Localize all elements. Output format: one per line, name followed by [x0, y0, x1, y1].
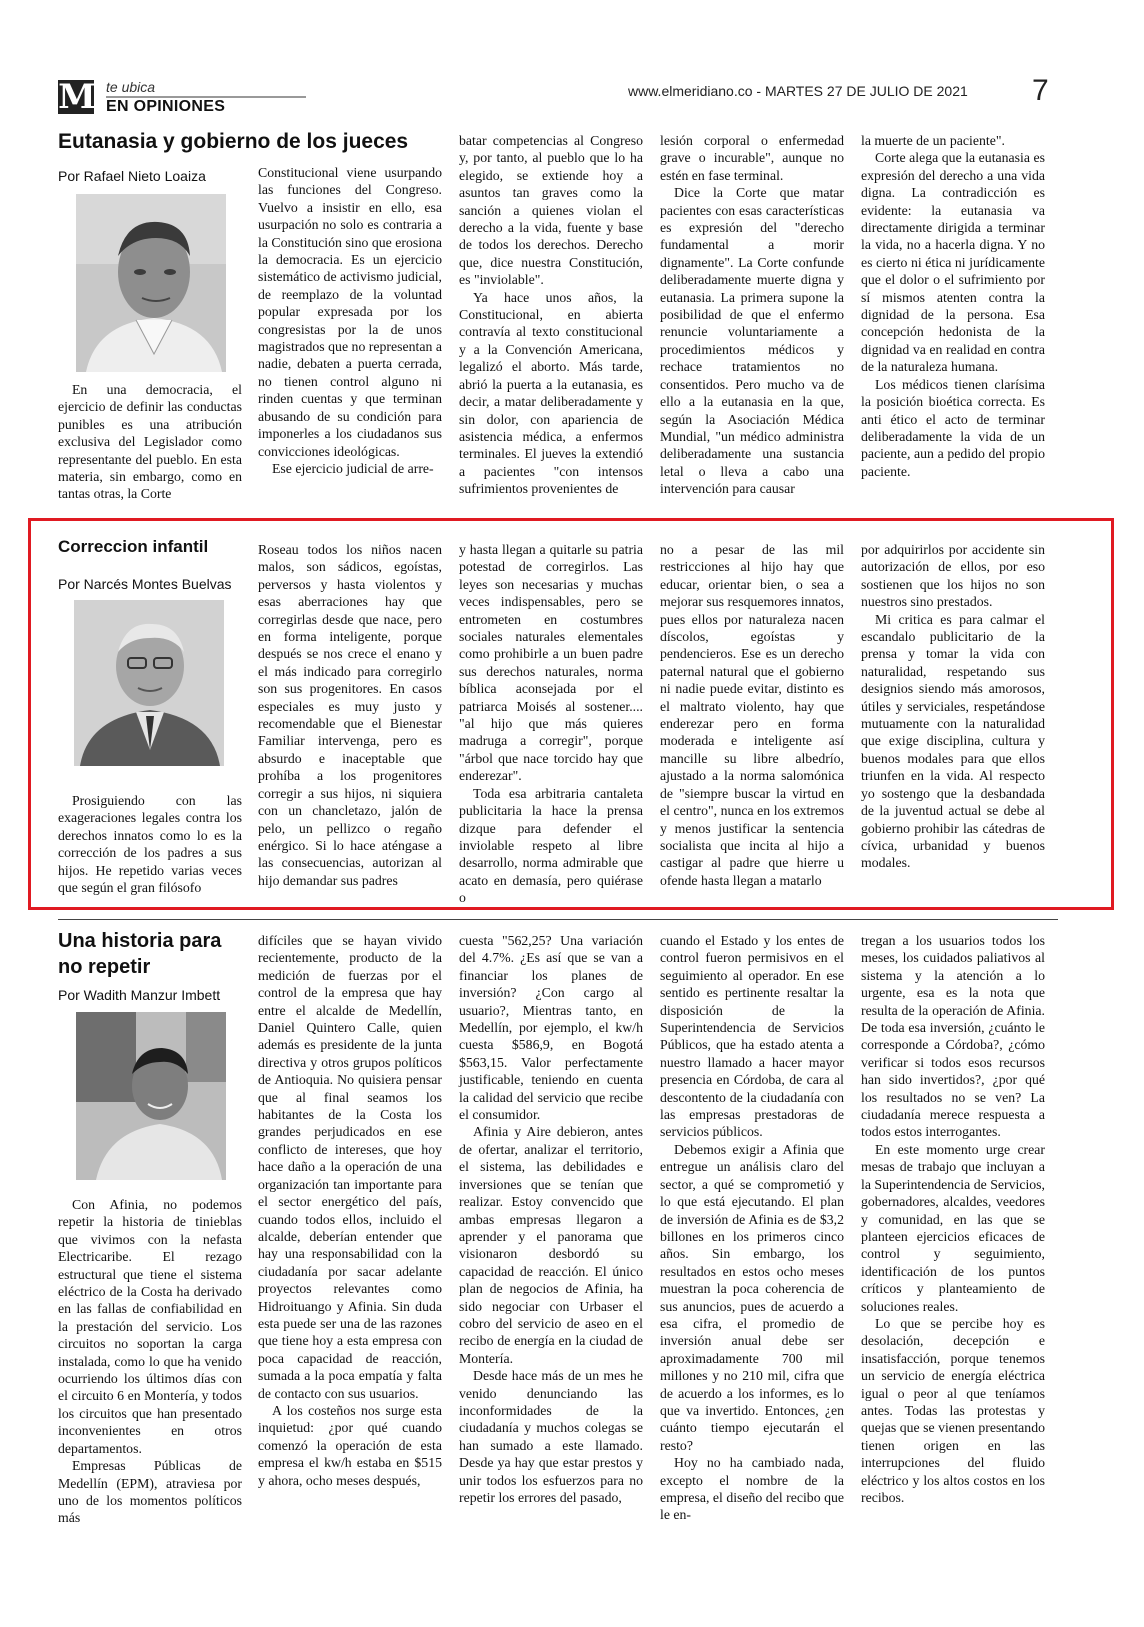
article3-title-line-1: Una historia para	[58, 930, 222, 952]
author-photo-rafael	[76, 194, 226, 372]
article1-column-3: batar competencias al Congreso y, por tanto, al pueblo que lo ha elegido, se extiende hoy a asuntos tan graves como la sanción a quienes violan el derecho a la vida, fuente y base de todos los derechos. Derecho que, dice nuestra Constitución, es "inviolable". Ya hace unos años, la Constitucional, en abierta contravía al texto constitucional y a la Convención Americana, legalizó el aborto. Más tarde, abrió la puerta a la eutanasia, es decir, a matar deliberadamente y sin dolor, con apariencia de asistencia médica, a enfermos terminales. El jueves la extendió a pacientes "con intensos sufrimientos provenientes de	[459, 133, 643, 497]
section-kicker: te ubica	[106, 79, 156, 95]
section-title: EN OPINIONES	[106, 98, 226, 115]
article3-column-1: Con Afinia, no podemos repetir la historia de tinieblas que vivimos con la nefasta Electricaribe. El rezago estructural que tiene el sistema eléctrico de la Costa ha derivado en las fallas de confiabilidad en la prestación del servicio. Los circuitos no soportan la carga instalada, como lo que ha venido ocurriendo los últimos días con el circuito 6 en Montería, y todos los circuitos que han presentado inconvenientes en otros departamentos. Empresas Públicas de Medellín (EPM), atraviesa por uno de los momentos políticos más	[58, 1197, 242, 1526]
article2-title: Correccion infantil	[58, 537, 209, 556]
author-photo-wadith	[76, 1012, 226, 1180]
article2-column-5: por adquirirlos por accidente sin autorización de ellos, por eso sostienen que los hijos no son nuestros sino prestados. Mi critica es para calmar el escandalo publicitario de la prensa y tomar la vida con naturalidad, respetando sus designios siendo más amorosos, útiles y serviciales, respetándose mutuamente con la naturalidad que exige disciplina, cultura y buenos modales para que ellos triunfen en la vida. Al respecto yo sostengo que la desbandada de la juventud actual se debe al gobierno prohibir las cátedras de cívica, urbanidad y buenos modales.	[861, 542, 1045, 871]
article3-column-3: cuesta "562,25? Una variación del 4.7%. ¿Es así que se van a financiar los planes de inversión? ¿Con cargo al usuario?, Mientras tanto, en Medellín, por ejemplo, el kw/h cuesta $586,9, en Bogotá $563,15. Valor perfectamente justificable, teniendo en cuenta la calidad del servicio que recibe el consumidor. Afinia y Aire debieron, antes de ofertar, analizar el territorio, el sistema, las debilidades e inversiones que se tenían que realizar. Estoy convencido que ambas empresas llegaron a aprender y el panorama que visionaron desbordó su capacidad de reacción. El único plan de negocios de Afinia, ha sido negociar con Urbaser el cobro del servicio de aseo en el recibo de energía en la ciudad de Montería. Desde hace más de un mes he venido denunciando las inconformidades de la ciudadanía y muchos colegas se han sumado a este llamado. Desde ya hay que estar prestos y unir todos los esfuerzos para no repetir los errores del pasado,	[459, 933, 643, 1505]
article1-column-2: Constitucional viene usurpando las funciones del Congreso. Vuelvo a insistir en ello, esa usurpación no solo es contraria a la Constitución sino que erosiona la democracia. Es un ejercicio sistemático de activismo judicial, de reemplazo de la voluntad popular expresada por los congresistas por la de unos magistrados que no representan a nadie, debaten a puerta cerrada, no tienen control alguno ni rinden cuentas y que terminan abusando de su condición para imponerles a los ciudadanos sus convicciones ideológicas. Ese ejercicio judicial de arre-	[258, 165, 442, 476]
article3-column-2: difíciles que se hayan vivido recientemente, producto de la medición de fuerzas por el control de la empresa que hay entre el alcalde de Medellín, Daniel Quintero Calle, quien además es presidente de la junta directiva y otros grupos políticos de Antioquia. No quisiera pensar que al final seamos los habitantes de la Costa los grandes perjudicados en ese conflicto de intereses, que hoy hace daño a la operación de una organización tan importante para el sector energético del país, cuando todos ellos, incluido el alcalde, deberían entender que hay una responsabilidad con la ciudadanía por sacar adelante proyectos relevantes como Hidroituango y Afinia. Sin duda esta puede ser una de las razones que tiene hoy a esta empresa con poca capacidad de reacción, sumada a la poca empatía y falta de contacto con sus usuarios. A los costeños nos surge esta inquietud: ¿por qué cuando comenzó la operación de esta empresa el kw/h estaba en $515 y ahora, ocho meses después,	[258, 933, 442, 1488]
article1-title: Eutanasia y gobierno de los jueces	[58, 130, 409, 153]
article3-column-4: cuando el Estado y los entes de control fueron permisivos en el seguimiento al operador. En ese sentido es pertinente resaltar la disposición de la Superintendencia de Servicios Públicos, que ha estado atenta a nuestro llamado a hacer mayor presencia en Córdoba, de cara al descontento de la ciudadanía con las empresas prestadoras de servicios públicos. Debemos exigir a Afinia que entregue un análisis claro del sector, a qué se comprometió y lo que está ejecutando. El plan de inversión de Afinia es de $3,2 billones en los primeros cinco años. Sin embargo, los resultados en estos ocho meses muestran la poca coherencia de sus anuncios, pues de acuerdo a esa cifra, el promedio de inversión anual debe ser aproximadamente 700 mil millones y no 210 mil, cifra que de acuerdo a los informes, es lo que va invertido. Entonces, ¿en cuánto tiempo ejecutarán el resto? Hoy no ha cambiado nada, excepto el nombre de la empresa, el diseño del recibo que le en-	[660, 933, 844, 1523]
article2-column-1: Prosiguiendo con las exageraciones legales contra los derechos innatos como lo es la corrección de los padres a sus hijos. He repetido varias veces que según el gran filósofo	[58, 793, 242, 896]
newspaper-logo-icon: M	[58, 77, 94, 117]
page-number: 7	[1032, 74, 1049, 107]
article1-column-5: la muerte de un paciente". Corte alega que la eutanasia es expresión del derecho a una vida digna. La contradicción es evidente: la eutanasia va directamente dirigida a terminar la vida, no a hacerla digna. Y no es cierto ni ética ni jurídicamente que el dolor o el sufrimiento por sí mismos atenten contra la dignidad de la persona. Esa concepción hedonista de la dignidad va en realidad en contra de la naturaleza humana. Los médicos tienen clarísima la posición bioética correcta. Es anti ético el acto de terminar deliberadamente la vida de un paciente, aun a pedido del propio paciente.	[861, 133, 1045, 479]
article3-byline: Por Wadith Manzur Imbett	[58, 987, 221, 1003]
section-divider	[58, 919, 1058, 920]
article2-byline: Por Narcés Montes Buelvas	[58, 576, 232, 592]
article2-column-3: y hasta llegan a quitarle su patria potestad de corregirlos. Las leyes son necesarias y muchas veces indispensables, pero se entrometen en costumbres sociales naturales elementales como prohibirle a un buen padre sus derechos naturales, norma bíblica aconsejada por el patriarca Moisés al sostener.... "al hijo que más quieres madruga a corregir", porque "árbol que nace torcido hay que enderezar". Toda esa arbitraria cantaleta publicitaria la hace la prensa dizque para defender el inviolable respeto al libre desarrollo, norma admirable que acato en demasía, pero quiérase o	[459, 542, 643, 906]
article1-column-1: En una democracia, el ejercicio de definir las conductas punibles es una atribución exclusiva del Legislador como representante del pueblo. En esta materia, sin embargo, como en tantas otras, la Corte	[58, 382, 242, 502]
article3-column-5: tregan a los usuarios todos los meses, los cuidados paliativos al sistema y la atención a lo urgente, esa es la nota que resulta de la operación de Afinia. De toda esa inversión, ¿cuánto le corresponde a Córdoba?, ¿cómo verificar si todos esos recursos han sido invertidos?, ¿por qué los resultados no se ven? La ciudadanía merece respuesta a todos estos interrogantes. En este momento urge crear mesas de trabajo que incluyan a la Superintendencia de Servicios, gobernadores, alcaldes, veedores y comunidad, en las que se planteen ejercicios eficaces de control y seguimiento, identificación de los puntos críticos y planteamiento de soluciones reales. Lo que se percibe hoy es desolación, decepción e insatisfacción, porque tenemos un servicio de energía eléctrica igual o peor al que teníamos antes. Todas las protestas y quejas que se vienen presentando tienen origen en las interrupciones del fluido eléctrico y los altos costos en los recibos.	[861, 933, 1045, 1505]
author-photo-narces	[74, 600, 224, 766]
article2-column-4: no a pesar de las mil restricciones al hijo hay que educar, orientar bien, o sea a mejorar sus resquemores innatos, pues ellos por naturaleza nacen díscolos, egoístas y pendencieros. Ese es un derecho paternal natural que el gobierno ni nadie puede evitar, distinto es el maltrato violento, hay que enderezar pero en forma moderada e inteligente así mancille su libre albedrío, ajustado a la norma salomónica de "siempre buscar la virtud en el centro", nunca en los extremos y menos justificar la sentencia socialista que incita al hijo a castigar al padre que hierre u ofende hasta llegan a matarlo	[660, 542, 844, 888]
site-and-date[interactable]: www.elmeridiano.co - MARTES 27 DE JULIO DE 2021	[628, 83, 968, 99]
article3-title	[58, 928, 221, 980]
article1-column-4: lesión corporal o enfermedad grave o incurable", aunque no estén en fase terminal. Dice la Corte que matar pacientes con esas características es expresión del "derecho fundamental a morir dignamente". La Corte confunde deliberadamente muerte digna y eutanasia. La primera supone la posibilidad de que el enfermo renuncie voluntariamente a procedimientos médicos y rechace tratamientos no consentidos. Pero mucho va de ello a la eutanasia en la que, según la Asociación Médica Mundial, "un médico administra deliberadamente una sustancia letal o lleva a cabo una intervención para causar	[660, 133, 844, 497]
article1-byline: Por Rafael Nieto Loaiza	[58, 168, 206, 184]
article2-column-2: Roseau todos los niños nacen malos, son sádicos, egoístas, perversos y hasta violentos y esas aberraciones hay que corregirlas desde que nace, pero en forma inteligente, porque después se nos crece el enano y el más indicado para corregirlo son sus progenitores. En casos especiales es muy justo y recomendable que el Bienestar Familiar intervenga, pero es absurdo e inaceptable que prohíba a los progenitores corregir a sus hijos, ni siquiera con un chancletazo, jalón de pelo, un pellizco o regaño enérgico. Si lo hace aténgase a las consecuencias, autorizan al hijo demandar sus padres	[258, 542, 442, 888]
article3-title-line-2: no repetir	[58, 956, 151, 978]
